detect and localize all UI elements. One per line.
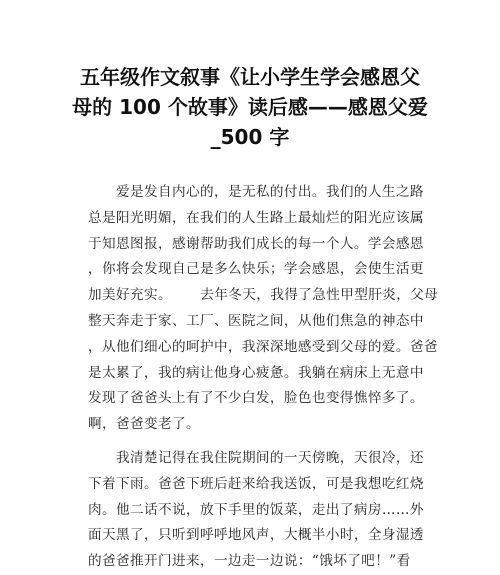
text-line: 爱是发自内心的，是无私的付出。我们的人生之路 (116, 184, 424, 200)
text-line: 发现了爸爸头上有了不少白发，脸色也变得憔悴多了。 (88, 390, 424, 407)
title-line: 母的 100 个故事》读后感——感恩父爱 (72, 95, 428, 119)
text-line: 面天黑了，只听到呼呼地风声，大概半小时，全身湿透 (88, 527, 424, 544)
paragraph-1 (88, 180, 439, 438)
text-line: 我清楚记得在我住院期间的一天傍晚，天很冷，还 (116, 449, 424, 466)
title-line: 五年级作文叙事《让小学生学会感恩父 (80, 65, 420, 89)
text-line: 于知恩图报，感谢帮助我们成长的每一个人。学会感恩 (88, 235, 424, 252)
text-line: 下着下雨。爸爸下班后赶来给我送饭，可是我想吃红烧 (88, 475, 424, 492)
text-line: 的爸爸推开门进来，一边走一边说：“饿坏了吧！”看 (88, 553, 411, 570)
paragraph-2 (88, 446, 424, 575)
paragraph-gap (88, 438, 418, 446)
title-line: _500 字 (210, 125, 290, 149)
text-line: 是太累了，我的病让他身心疲惫。我躺在病床上无意中 (88, 364, 424, 381)
text-line: 整天奔走于家、工厂、医院之间，从他们焦急的神态中 (88, 312, 424, 329)
text-line: ，从他们细心的呵护中，我深深地感受到父母的爱。爸爸 (88, 338, 438, 355)
text-line: 啊，爸爸变老了。 (88, 416, 200, 433)
document-body (88, 180, 439, 575)
text-line: 肉。他二话不说，放下手里的饭菜，走出了病房……外 (88, 501, 424, 518)
text-line: ，你将会发现自己是多么快乐；学会感恩，会使生活更 (88, 261, 424, 278)
text-line: 加美好充实。 去年冬天，我得了急性甲型肝炎，父母 (88, 287, 439, 304)
text-line: 总是阳光明媚，在我们的人生路上最灿烂的阳光应该属 (88, 209, 424, 226)
document-title (60, 62, 440, 152)
